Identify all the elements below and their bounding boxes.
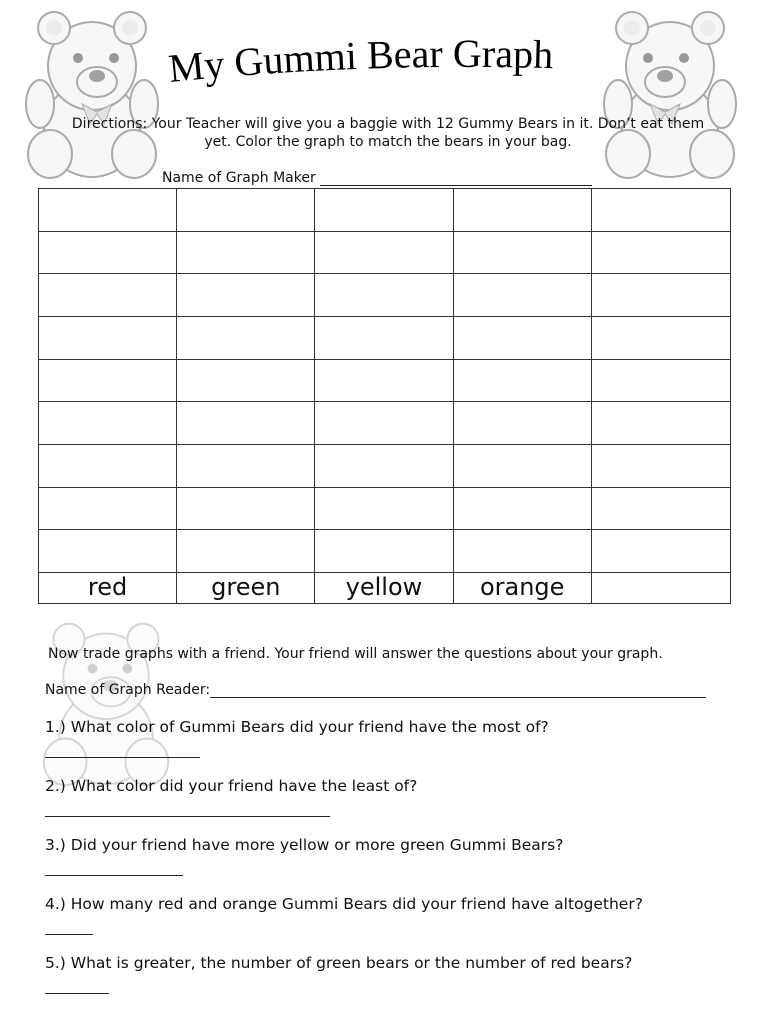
answer-line-5[interactable] <box>45 993 109 994</box>
page-title <box>160 30 610 100</box>
graph-cell[interactable] <box>39 488 177 531</box>
graph-cell[interactable] <box>592 402 730 445</box>
graph-column-label: red <box>39 573 177 603</box>
graph-cell[interactable] <box>454 488 592 531</box>
answer-line-1[interactable] <box>45 757 200 758</box>
graph-maker-line[interactable] <box>320 171 592 186</box>
graph-cell[interactable] <box>592 360 730 403</box>
graph-cell[interactable] <box>39 189 177 232</box>
directions-text: Directions: Your Teacher will give you a baggie with 12 Gummy Bears in it. Don’t eat them yet. Color the graph to match the bears in your bag. <box>71 116 705 150</box>
graph-cell[interactable] <box>592 189 730 232</box>
gummi-bear-graph <box>38 188 731 604</box>
graph-cell[interactable] <box>39 274 177 317</box>
question-4: 4.) How many red and orange Gummi Bears did your friend have altogether? <box>45 895 643 913</box>
graph-cell[interactable] <box>39 232 177 275</box>
question-3: 3.) Did your friend have more yellow or more green Gummi Bears? <box>45 836 564 854</box>
graph-column-label <box>592 573 730 603</box>
graph-cell[interactable] <box>454 274 592 317</box>
question-5: 5.) What is greater, the number of green bears or the number of red bears? <box>45 954 633 972</box>
answer-line-4[interactable] <box>45 934 93 935</box>
graph-cell[interactable] <box>592 274 730 317</box>
graph-column-label: orange <box>454 573 592 603</box>
graph-cell[interactable] <box>454 189 592 232</box>
graph-maker-label: Name of Graph Maker <box>162 170 316 186</box>
teddy-bear-icon <box>22 4 162 184</box>
graph-cell[interactable] <box>177 402 315 445</box>
graph-maker-field[interactable] <box>162 170 592 186</box>
graph-cell[interactable] <box>592 530 730 573</box>
graph-cell[interactable] <box>315 189 453 232</box>
graph-cell[interactable] <box>39 317 177 360</box>
graph-cell[interactable] <box>592 445 730 488</box>
graph-reader-line[interactable] <box>210 683 706 698</box>
graph-cell[interactable] <box>454 530 592 573</box>
graph-cell[interactable] <box>454 360 592 403</box>
graph-column-label: yellow <box>315 573 453 603</box>
teddy-bear-icon <box>600 4 740 184</box>
graph-cell[interactable] <box>315 232 453 275</box>
svg-text:My Gummi Bear Graph <box>167 31 554 91</box>
graph-cell[interactable] <box>177 274 315 317</box>
graph-cell[interactable] <box>315 445 453 488</box>
question-2: 2.) What color did your friend have the least of? <box>45 777 418 795</box>
graph-cell[interactable] <box>39 402 177 445</box>
graph-cell[interactable] <box>177 488 315 531</box>
graph-cell[interactable] <box>177 360 315 403</box>
graph-reader-label: Name of Graph Reader: <box>45 682 211 698</box>
graph-cell[interactable] <box>592 317 730 360</box>
graph-cell[interactable] <box>39 360 177 403</box>
graph-cell[interactable] <box>315 402 453 445</box>
graph-cell[interactable] <box>177 530 315 573</box>
graph-cell[interactable] <box>177 189 315 232</box>
graph-cell[interactable] <box>177 232 315 275</box>
graph-cell[interactable] <box>315 274 453 317</box>
graph-cell[interactable] <box>315 530 453 573</box>
title-text: My Gummi Bear Graph <box>166 30 554 91</box>
graph-cell[interactable] <box>592 488 730 531</box>
answer-line-3[interactable] <box>45 875 183 876</box>
graph-cell[interactable] <box>177 445 315 488</box>
graph-cell[interactable] <box>454 232 592 275</box>
graph-column-label: green <box>177 573 315 603</box>
graph-cell[interactable] <box>315 317 453 360</box>
answer-line-2[interactable] <box>45 816 330 817</box>
graph-cell[interactable] <box>454 402 592 445</box>
graph-cell[interactable] <box>454 445 592 488</box>
graph-cell[interactable] <box>315 360 453 403</box>
graph-cell[interactable] <box>177 317 315 360</box>
teddy-bear-icon <box>36 616 176 791</box>
trade-instructions: Now trade graphs with a friend. Your friend will answer the questions about your graph. <box>48 646 663 662</box>
graph-cell[interactable] <box>592 232 730 275</box>
graph-cell[interactable] <box>454 317 592 360</box>
graph-cell[interactable] <box>315 488 453 531</box>
graph-cell[interactable] <box>39 530 177 573</box>
graph-reader-field[interactable] <box>45 682 706 698</box>
question-1: 1.) What color of Gummi Bears did your friend have the most of? <box>45 718 549 736</box>
graph-cell[interactable] <box>39 445 177 488</box>
